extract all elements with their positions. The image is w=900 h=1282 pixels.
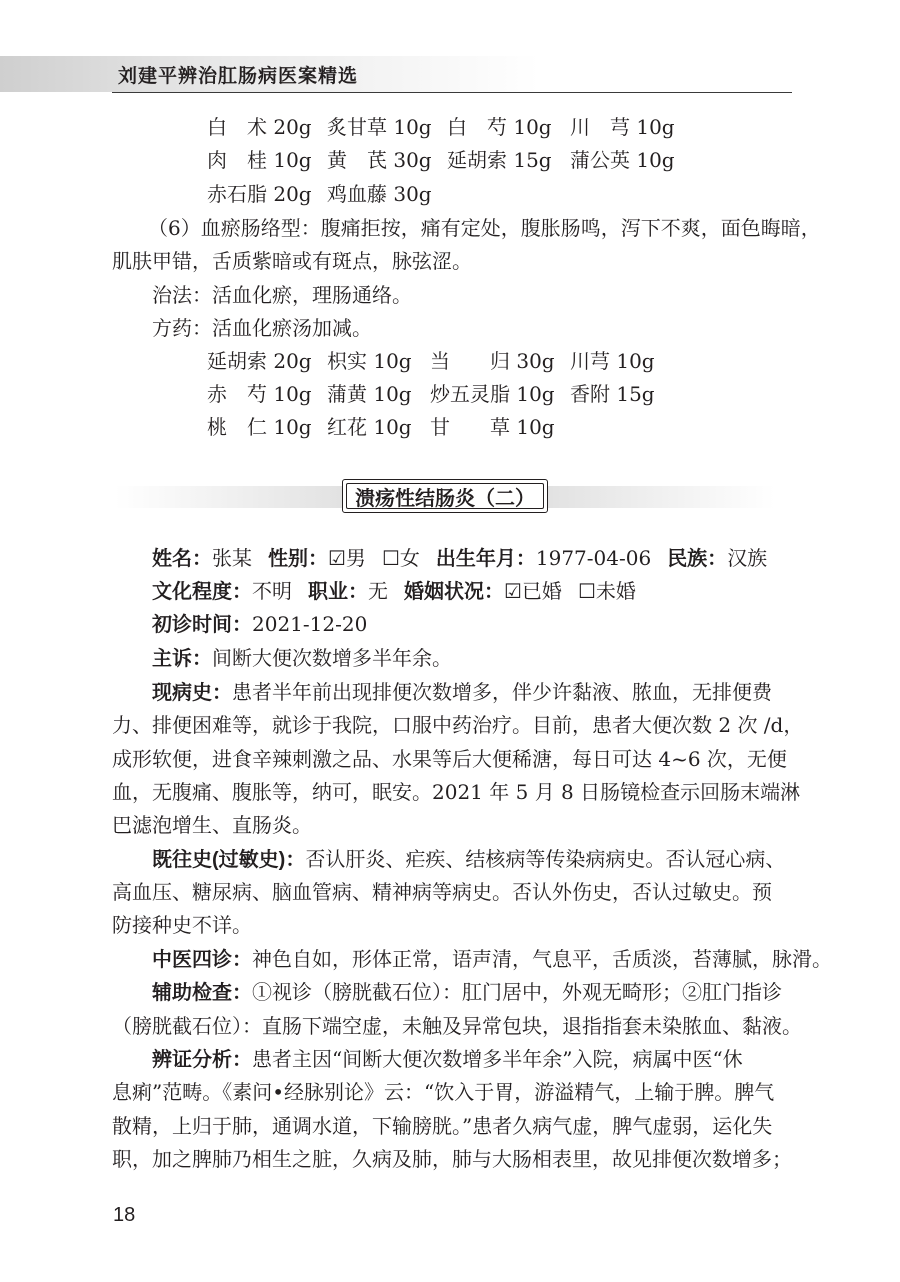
- formula-item: 红花 10g: [327, 415, 412, 439]
- formula-item: 川 芎 10g: [570, 115, 675, 139]
- analysis-line: 散精，上归于肺，通调水道，下输膀胱。”患者久病气虚，脾气虚弱，运化失: [112, 1114, 773, 1138]
- analysis-line: 息痢”范畴。《素问•经脉别论》云：“饮入于胃，游溢精气，上输于脾。脾气: [112, 1080, 775, 1104]
- prescription-line: 方药：活血化瘀汤加减。: [152, 316, 372, 340]
- ethnic-label: 民族：: [667, 548, 728, 570]
- formula-item: 肉 桂 10g: [207, 148, 312, 172]
- formula-item: 黄 芪 30g: [327, 148, 432, 172]
- formula-item: 延胡索 20g: [207, 349, 312, 373]
- formula-item: 鸡血藤 30g: [327, 182, 432, 206]
- formula-item: 川芎 10g: [570, 349, 655, 373]
- formula-item: 香附 15g: [570, 382, 655, 406]
- complaint-value: 间断大便次数增多半年余。: [212, 646, 452, 670]
- past-history-text: 否认肝炎、疟疾、结核病等传染病病史。否认冠心病、: [305, 847, 786, 871]
- syndrome-line: （6）血瘀肠络型：腹痛拒按，痛有定处，腹胀肠鸣，泻下不爽，面色晦暗，: [148, 216, 821, 240]
- edu-value: 不明: [252, 579, 292, 603]
- married: ☑已婚: [504, 579, 562, 603]
- patient-info-line: [152, 544, 767, 573]
- past-history-line: 防接种史不详。: [112, 913, 252, 937]
- sex-label: 性别：: [268, 548, 328, 570]
- dob-label: 出生年月：: [435, 548, 536, 570]
- analysis-label: 辨证分析：: [152, 1049, 252, 1071]
- patient-info-line: [152, 577, 636, 606]
- formula-item: 炒五灵脂 10g: [430, 382, 555, 406]
- past-history-line: 高血压、糖尿病、脑血管病、精神病等病史。否认外伤史，否认过敏史。预: [112, 880, 772, 904]
- formula-item: 甘 草 10g: [430, 415, 555, 439]
- section-heading: 溃疡性结肠炎（二）: [355, 488, 535, 510]
- history-line: 力、排便困难等，就诊于我院，口服中药治疗。目前，患者大便次数 2 次 /d，: [112, 713, 804, 737]
- past-history-label: 既往史(过敏史)：: [152, 849, 306, 871]
- formula-item: 蒲公英 10g: [570, 148, 675, 172]
- analysis-line: 职，加之脾肺乃相生之脏，久病及肺，肺与大肠相表里，故见排便次数增多；: [112, 1147, 792, 1171]
- formula-item: 赤石脂 20g: [207, 182, 312, 206]
- history-line: [152, 678, 772, 707]
- visit-line: [152, 610, 367, 639]
- aux-label: 辅助检查：: [152, 982, 252, 1004]
- formula-item: 当 归 30g: [430, 349, 555, 373]
- tcm-label: 中医四诊：: [152, 949, 252, 971]
- analysis-line: [152, 1045, 743, 1074]
- history-text: 患者半年前出现排便次数增多，伴少许黏液、脓血，无排便费: [232, 680, 772, 704]
- syndrome-line: 肌肤甲错，舌质紫暗或有斑点，脉弦涩。: [112, 249, 472, 273]
- ethnic-value: 汉族: [727, 546, 768, 570]
- aux-line: [152, 978, 782, 1007]
- name-value: 张某: [212, 546, 252, 570]
- header-rule: [112, 92, 792, 93]
- job-value: 无: [368, 579, 388, 603]
- past-history-line: [152, 845, 785, 874]
- job-label: 职业：: [308, 581, 368, 603]
- complaint-line: [152, 644, 452, 673]
- formula-item: 蒲黄 10g: [327, 382, 412, 406]
- sex-female: ☐女: [381, 546, 420, 570]
- formula-item: 白 术 20g: [207, 115, 312, 139]
- visit-label: 初诊时间：: [152, 614, 252, 636]
- formula-item: 炙甘草 10g: [327, 115, 432, 139]
- history-label: 现病史：: [152, 682, 232, 704]
- analysis-text: 患者主因“间断大便次数增多半年余”入院，病属中医“休: [252, 1047, 743, 1071]
- formula-item: 白 芍 10g: [447, 115, 552, 139]
- dob-value: 1977-04-06: [535, 546, 652, 570]
- aux-line: （膀胱截石位）：直肠下端空虚，未触及异常包块，退指指套未染脓血、黏液。: [112, 1014, 802, 1038]
- formula-item: 枳实 10g: [327, 349, 412, 373]
- history-line: 成形软便，进食辛辣刺激之品、水果等后大便稀溏，每日可达 4~6 次，无便: [112, 747, 787, 771]
- tcm-line: [152, 945, 832, 974]
- formula-item: 延胡索 15g: [447, 148, 552, 172]
- tcm-text: 神色自如，形体正常，语声清，气息平，舌质淡，苔薄腻，脉滑。: [252, 947, 832, 971]
- name-label: 姓名：: [152, 548, 212, 570]
- page-number: 18: [113, 1204, 136, 1226]
- sex-male: ☑男: [328, 546, 366, 570]
- edu-label: 文化程度：: [152, 581, 252, 603]
- aux-text: ①视诊（膀胱截石位）：肛门居中，外观无畸形；②肛门指诊: [252, 980, 782, 1004]
- history-line: 血，无腹痛、腹胀等，纳可，眠安。2021 年 5 月 8 日肠镜检查示回肠末端淋: [112, 780, 801, 804]
- formula-item: 赤 芍 10g: [207, 382, 312, 406]
- marital-label: 婚姻状况：: [404, 581, 504, 603]
- running-header-title: 刘建平辨治肛肠病医案精选: [118, 66, 359, 87]
- unmarried: ☐未婚: [577, 579, 636, 603]
- treatment-line: 治法：活血化瘀，理肠通络。: [152, 283, 412, 307]
- history-line: 巴滤泡增生、直肠炎。: [112, 813, 312, 837]
- visit-value: 2021-12-20: [252, 612, 368, 636]
- formula-item: 桃 仁 10g: [207, 415, 312, 439]
- complaint-label: 主诉：: [152, 648, 212, 670]
